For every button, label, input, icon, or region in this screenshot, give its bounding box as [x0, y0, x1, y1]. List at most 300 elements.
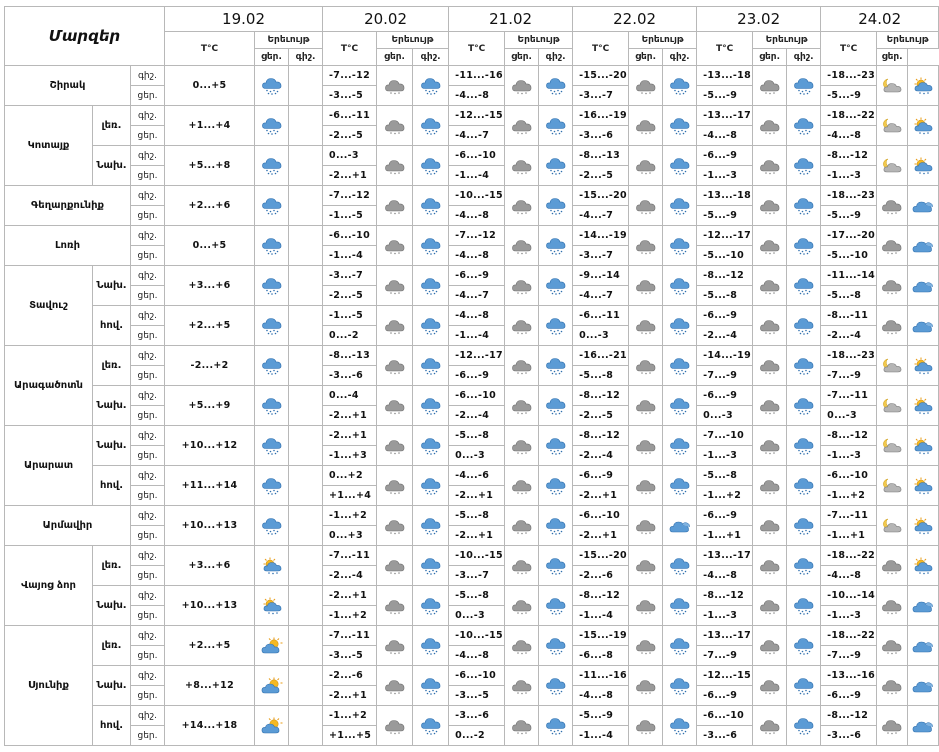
weather-icon-cell	[663, 666, 697, 706]
table-row	[5, 146, 939, 166]
table-row	[5, 266, 939, 286]
temperature-value: -3...-7	[573, 86, 629, 106]
temperature-value: -3...-7	[573, 246, 629, 266]
cloud-grey-icon	[384, 557, 406, 575]
weather-icon-cell	[539, 386, 573, 426]
temperature-value: 0...-3	[449, 446, 505, 466]
weather-icon-cell	[629, 306, 663, 346]
weather-icon-cell	[413, 266, 449, 306]
weather-icon-cell	[505, 466, 539, 506]
moon-cloud-icon	[881, 477, 903, 495]
temperature-value: -7...-11	[323, 546, 377, 566]
subregion-label: Նախ.	[93, 266, 131, 306]
weather-icon-cell	[629, 626, 663, 666]
temperature-value: -2...-5	[323, 286, 377, 306]
weather-icon-cell	[629, 106, 663, 146]
weather-icon-cell	[753, 666, 787, 706]
cloud-grey-icon	[759, 317, 781, 335]
weather-icon-cell	[908, 266, 939, 306]
weather-icon-cell	[908, 626, 939, 666]
weather-icon-cell	[663, 706, 697, 746]
temperature-value: -1...-3	[821, 446, 877, 466]
temperature-value: -1...-5	[323, 206, 377, 226]
weather-icon-cell	[787, 546, 821, 586]
night-subheader: գիշ.	[289, 49, 323, 66]
temperature-value: -4...-8	[821, 566, 877, 586]
weather-icon-cell	[663, 506, 697, 546]
temperature-value: -6...-10	[697, 706, 753, 726]
weather-icon-cell	[377, 346, 413, 386]
weather-icon-cell	[255, 146, 289, 186]
weather-icon-cell	[413, 66, 449, 106]
cloud-snow-blue-icon	[420, 637, 442, 655]
table-row	[5, 386, 939, 406]
cloud-blue-icon	[912, 637, 934, 655]
weather-icon-cell	[505, 426, 539, 466]
subregion-label: հով.	[93, 306, 131, 346]
weather-icon-cell	[629, 666, 663, 706]
weather-icon-cell	[255, 586, 289, 626]
weather-icon-cell	[539, 426, 573, 466]
table-row	[5, 506, 939, 526]
cloud-snow-blue-icon	[669, 357, 691, 375]
weather-icon-cell	[753, 106, 787, 146]
day-subheader: ցեր.	[255, 49, 289, 66]
temperature-value: -18...-23	[821, 346, 877, 366]
temperature-value: -5...-8	[449, 506, 505, 526]
weather-icon-cell	[663, 386, 697, 426]
weather-icon-cell	[787, 346, 821, 386]
temperature-value: -6...-9	[573, 466, 629, 486]
cloud-grey-icon	[881, 717, 903, 735]
temperature-value: -4...-7	[573, 206, 629, 226]
weather-icon-cell	[877, 466, 908, 506]
temperature-value: -16...-19	[573, 106, 629, 126]
temperature-value: -15...-20	[573, 186, 629, 206]
temperature-value: -8...-12	[821, 426, 877, 446]
cloud-snow-blue-icon	[261, 397, 283, 415]
cloud-snow-blue-icon	[261, 437, 283, 455]
cloud-snow-blue-icon	[545, 677, 567, 695]
time-of-day-label: գիշ.	[131, 586, 165, 606]
weather-icon-cell	[255, 466, 289, 506]
cloud-snow-blue-icon	[261, 517, 283, 535]
weather-icon-cell	[753, 506, 787, 546]
temperature-value: -6...-10	[449, 146, 505, 166]
weather-icon-cell	[413, 626, 449, 666]
time-of-day-label: գիշ.	[131, 346, 165, 366]
weather-icon-cell	[753, 146, 787, 186]
temperature-value: 0...-2	[323, 326, 377, 346]
weather-icon-cell	[255, 666, 289, 706]
subregion-label: Նախ.	[93, 426, 131, 466]
temperature-value: -4...-7	[449, 126, 505, 146]
weather-icon-cell	[413, 546, 449, 586]
cloud-snow-blue-icon	[669, 277, 691, 295]
day-subheader: ցեր.	[377, 49, 413, 66]
temperature-value: -12...-15	[697, 666, 753, 686]
temperature-value: 0...-3	[821, 406, 877, 426]
time-of-day-label: գիշ.	[131, 146, 165, 166]
weather-icon-cell	[753, 66, 787, 106]
weather-icon-cell	[787, 706, 821, 746]
temperature-value: -6...-10	[449, 386, 505, 406]
subregion-label: Նախ.	[93, 666, 131, 706]
cloud-grey-icon	[511, 717, 533, 735]
weather-icon-cell	[629, 706, 663, 746]
weather-icon-cell	[753, 626, 787, 666]
weather-icon-cell	[877, 226, 908, 266]
weather-icon-cell	[505, 546, 539, 586]
weather-icon-cell	[877, 306, 908, 346]
time-of-day-label: գիշ.	[131, 706, 165, 726]
weather-icon-cell	[377, 466, 413, 506]
temperature-value: -18...-22	[821, 626, 877, 646]
temperature-value: -2...-5	[573, 166, 629, 186]
subregion-label: հով.	[93, 706, 131, 746]
temperature-value: -18...-22	[821, 106, 877, 126]
temperature-value: -7...-11	[821, 506, 877, 526]
temperature-value: -2...-4	[573, 446, 629, 466]
weather-icon-cell	[908, 666, 939, 706]
cloud-snow-blue-icon	[669, 557, 691, 575]
cloud-grey-icon	[635, 317, 657, 335]
temperature-value: -8...-11	[821, 306, 877, 326]
temperature-value: -4...-8	[573, 686, 629, 706]
table-row	[5, 466, 939, 486]
cloud-snow-blue-icon	[420, 317, 442, 335]
cloud-grey-icon	[384, 357, 406, 375]
cloud-snow-blue-icon	[545, 197, 567, 215]
time-of-day-label: ցեր.	[131, 686, 165, 706]
cloud-snow-blue-icon	[669, 157, 691, 175]
cloud-grey-icon	[635, 717, 657, 735]
temperature-value: -2...-5	[573, 406, 629, 426]
cloud-snow-blue-icon	[793, 557, 815, 575]
cloud-grey-icon	[511, 517, 533, 535]
weather-icon-cell	[413, 666, 449, 706]
sun-cloud-icon	[261, 637, 283, 655]
table-row	[5, 666, 939, 686]
cloud-snow-blue-icon	[669, 317, 691, 335]
temperature-value: +10...+13	[165, 586, 255, 626]
time-of-day-label: գիշ.	[131, 226, 165, 246]
weather-icon-cell	[877, 546, 908, 586]
weather-icon-cell	[505, 506, 539, 546]
sun-cloud-snow-icon	[912, 477, 934, 495]
cloud-snow-blue-icon	[545, 477, 567, 495]
temperature-value: -11...-16	[449, 66, 505, 86]
temperature-value: 0...-3	[449, 606, 505, 626]
cloud-grey-icon	[881, 317, 903, 335]
cloud-grey-icon	[759, 717, 781, 735]
temperature-value: -2...-6	[323, 666, 377, 686]
weather-icon-cell	[413, 346, 449, 386]
temperature-value: +2...+6	[165, 186, 255, 226]
moon-cloud-icon	[881, 157, 903, 175]
weather-icon-cell	[255, 306, 289, 346]
weather-icon-cell	[413, 186, 449, 226]
temperature-value: -3...-5	[449, 686, 505, 706]
table-row	[5, 186, 939, 206]
weather-icon-cell	[289, 106, 323, 146]
date-header: 20.02	[323, 7, 449, 32]
temperature-value: -1...+2	[323, 606, 377, 626]
temperature-value: +3...+6	[165, 266, 255, 306]
weather-icon-cell	[539, 666, 573, 706]
time-of-day-label: ցեր.	[131, 126, 165, 146]
weather-icon-cell	[908, 306, 939, 346]
weather-icon-cell	[877, 626, 908, 666]
temperature-value: -3...-6	[697, 726, 753, 746]
time-of-day-label: ցեր.	[131, 366, 165, 386]
sun-cloud-snow-icon	[261, 557, 283, 575]
temperature-value: -15...-20	[573, 546, 629, 566]
weather-icon-cell	[629, 346, 663, 386]
subregion-label: Նախ.	[93, 386, 131, 426]
temperature-value: -4...-8	[449, 646, 505, 666]
weather-icon-cell	[629, 186, 663, 226]
weather-icon-cell	[289, 386, 323, 426]
temperature-value: +8...+12	[165, 666, 255, 706]
cloud-grey-icon	[759, 557, 781, 575]
cloud-snow-blue-icon	[793, 237, 815, 255]
cloud-grey-icon	[511, 397, 533, 415]
temperature-value: -2...+2	[165, 346, 255, 386]
cloud-grey-icon	[511, 477, 533, 495]
temperature-value: -3...-6	[449, 706, 505, 726]
temperature-value: +5...+9	[165, 386, 255, 426]
time-of-day-label: գիշ.	[131, 426, 165, 446]
cloud-snow-blue-icon	[669, 437, 691, 455]
temperature-value: -3...-6	[821, 726, 877, 746]
cloud-snow-blue-icon	[261, 277, 283, 295]
weather-icon-cell	[663, 226, 697, 266]
region-name: Արագածոտն	[5, 346, 93, 426]
cloud-snow-blue-icon	[793, 637, 815, 655]
table-row	[5, 706, 939, 726]
cloud-grey-icon	[881, 277, 903, 295]
forecast-table-wrapper	[4, 6, 939, 746]
cloud-grey-icon	[384, 717, 406, 735]
weather-icon-cell	[663, 466, 697, 506]
weather-icon-cell	[255, 346, 289, 386]
cloud-grey-icon	[384, 637, 406, 655]
weather-icon-cell	[255, 546, 289, 586]
temperature-value: -2...+1	[323, 586, 377, 606]
temperature-value: -3...-5	[323, 646, 377, 666]
cloud-grey-icon	[511, 437, 533, 455]
cloud-snow-blue-icon	[545, 637, 567, 655]
weather-icon-cell	[753, 426, 787, 466]
temperature-value: -2...-4	[323, 566, 377, 586]
region-name: Լոռի	[5, 226, 131, 266]
cloud-snow-blue-icon	[793, 717, 815, 735]
weather-icon-cell	[753, 706, 787, 746]
temperature-value: -13...-18	[697, 186, 753, 206]
temperature-value: -12...-17	[449, 346, 505, 366]
temperature-value: -8...-13	[573, 146, 629, 166]
sun-cloud-snow-icon	[912, 557, 934, 575]
temperature-value: -4...-6	[449, 466, 505, 486]
time-of-day-label: գիշ.	[131, 186, 165, 206]
temperature-value: -1...+3	[323, 446, 377, 466]
cloud-grey-icon	[881, 677, 903, 695]
weather-icon-cell	[908, 706, 939, 746]
phenomenon-header: Երեւույթ	[753, 32, 821, 49]
temperature-value: -5...-8	[573, 366, 629, 386]
temperature-value: -7...-10	[697, 426, 753, 446]
temperature-value: -13...-17	[697, 626, 753, 646]
temperature-value: -1...-3	[697, 446, 753, 466]
temperature-value: -6...-11	[323, 106, 377, 126]
temperature-value: -5...-9	[821, 86, 877, 106]
temperature-value: -2...+1	[449, 486, 505, 506]
cloud-grey-icon	[384, 237, 406, 255]
weather-icon-cell	[289, 626, 323, 666]
table-row	[5, 226, 939, 246]
weather-icon-cell	[377, 66, 413, 106]
cloud-grey-icon	[759, 637, 781, 655]
temperature-value: -6...-9	[697, 386, 753, 406]
cloud-snow-blue-icon	[420, 437, 442, 455]
time-of-day-label: ցեր.	[131, 406, 165, 426]
region-name: Արարատ	[5, 426, 93, 506]
temperature-value: -13...-17	[697, 546, 753, 566]
cloud-snow-blue-icon	[669, 237, 691, 255]
region-name: Սյունիք	[5, 626, 93, 746]
temperature-value: +1...+4	[165, 106, 255, 146]
temperature-value: -7...-11	[821, 386, 877, 406]
cloud-grey-icon	[635, 157, 657, 175]
temperature-value: -5...-8	[821, 286, 877, 306]
weather-icon-cell	[787, 466, 821, 506]
subregion-label: Նախ.	[93, 586, 131, 626]
cloud-grey-icon	[384, 157, 406, 175]
cloud-blue-icon	[912, 197, 934, 215]
temperature-value: -2...+1	[323, 406, 377, 426]
cloud-snow-blue-icon	[420, 717, 442, 735]
weather-icon-cell	[908, 586, 939, 626]
temperature-value: -6...-10	[573, 506, 629, 526]
time-of-day-label: գիշ.	[131, 626, 165, 646]
weather-icon-cell	[289, 466, 323, 506]
temperature-value: +1...+4	[323, 486, 377, 506]
moon-cloud-icon	[881, 397, 903, 415]
temperature-value: -3...-5	[323, 86, 377, 106]
temperature-value: -1...+1	[697, 526, 753, 546]
time-of-day-label: ցեր.	[131, 486, 165, 506]
weather-icon-cell	[413, 426, 449, 466]
weather-icon-cell	[787, 66, 821, 106]
temperature-value: -8...-13	[323, 346, 377, 366]
cloud-snow-blue-icon	[545, 557, 567, 575]
table-row	[5, 426, 939, 446]
temperature-value: -2...+1	[573, 526, 629, 546]
temperature-value: -6...-9	[697, 686, 753, 706]
time-of-day-label: ցեր.	[131, 446, 165, 466]
cloud-grey-icon	[635, 517, 657, 535]
cloud-snow-blue-icon	[793, 517, 815, 535]
cloud-grey-icon	[759, 237, 781, 255]
time-of-day-label: ցեր.	[131, 646, 165, 666]
weather-icon-cell	[877, 346, 908, 386]
weather-icon-cell	[539, 106, 573, 146]
weather-icon-cell	[377, 426, 413, 466]
cloud-grey-icon	[635, 357, 657, 375]
cloud-blue-icon	[912, 597, 934, 615]
region-header: Մարզեր	[5, 7, 165, 66]
weather-icon-cell	[377, 546, 413, 586]
temperature-value: -2...+1	[573, 486, 629, 506]
region-name: Շիրակ	[5, 66, 131, 106]
cloud-grey-icon	[511, 677, 533, 695]
temperature-value: -9...-14	[573, 266, 629, 286]
weather-icon-cell	[539, 306, 573, 346]
weather-icon-cell	[787, 306, 821, 346]
weather-icon-cell	[539, 546, 573, 586]
weather-icon-cell	[663, 626, 697, 666]
weather-icon-cell	[539, 506, 573, 546]
cloud-snow-blue-icon	[420, 557, 442, 575]
table-row	[5, 586, 939, 606]
sun-cloud-snow-icon	[912, 517, 934, 535]
weather-icon-cell	[663, 146, 697, 186]
weather-icon-cell	[539, 226, 573, 266]
temperature-value: -2...+1	[449, 526, 505, 546]
temperature-value: -14...-19	[697, 346, 753, 366]
temperature-value: -13...-17	[697, 106, 753, 126]
cloud-grey-icon	[635, 677, 657, 695]
weather-icon-cell	[255, 386, 289, 426]
weather-icon-cell	[908, 426, 939, 466]
temperature-value: -12...-15	[449, 106, 505, 126]
subregion-label: լեռ.	[93, 106, 131, 146]
cloud-grey-icon	[759, 597, 781, 615]
cloud-grey-icon	[635, 437, 657, 455]
cloud-grey-icon	[635, 197, 657, 215]
temperature-value: -1...-5	[323, 306, 377, 326]
weather-icon-cell	[753, 346, 787, 386]
region-name: Վայոց ձոր	[5, 546, 93, 626]
weather-icon-cell	[753, 226, 787, 266]
cloud-grey-icon	[384, 477, 406, 495]
temperature-value: -16...-21	[573, 346, 629, 366]
temperature-value: -4...-7	[449, 286, 505, 306]
weather-icon-cell	[377, 266, 413, 306]
cloud-grey-icon	[881, 637, 903, 655]
cloud-grey-icon	[759, 277, 781, 295]
weather-icon-cell	[413, 506, 449, 546]
cloud-snow-blue-icon	[669, 597, 691, 615]
day-subheader: ցեր.	[629, 49, 663, 66]
time-of-day-label: ցեր.	[131, 326, 165, 346]
cloud-grey-icon	[759, 117, 781, 135]
temperature-header: T°C	[449, 32, 505, 66]
weather-icon-cell	[753, 546, 787, 586]
table-row	[5, 306, 939, 326]
weather-icon-cell	[908, 546, 939, 586]
weather-icon-cell	[787, 586, 821, 626]
time-of-day-label: ցեր.	[131, 246, 165, 266]
time-of-day-label: գիշ.	[131, 466, 165, 486]
weather-icon-cell	[289, 706, 323, 746]
cloud-snow-blue-icon	[793, 117, 815, 135]
temperature-value: -1...-4	[573, 726, 629, 746]
temperature-value: -3...-6	[323, 366, 377, 386]
weather-icon-cell	[255, 226, 289, 266]
weather-icon-cell	[505, 306, 539, 346]
